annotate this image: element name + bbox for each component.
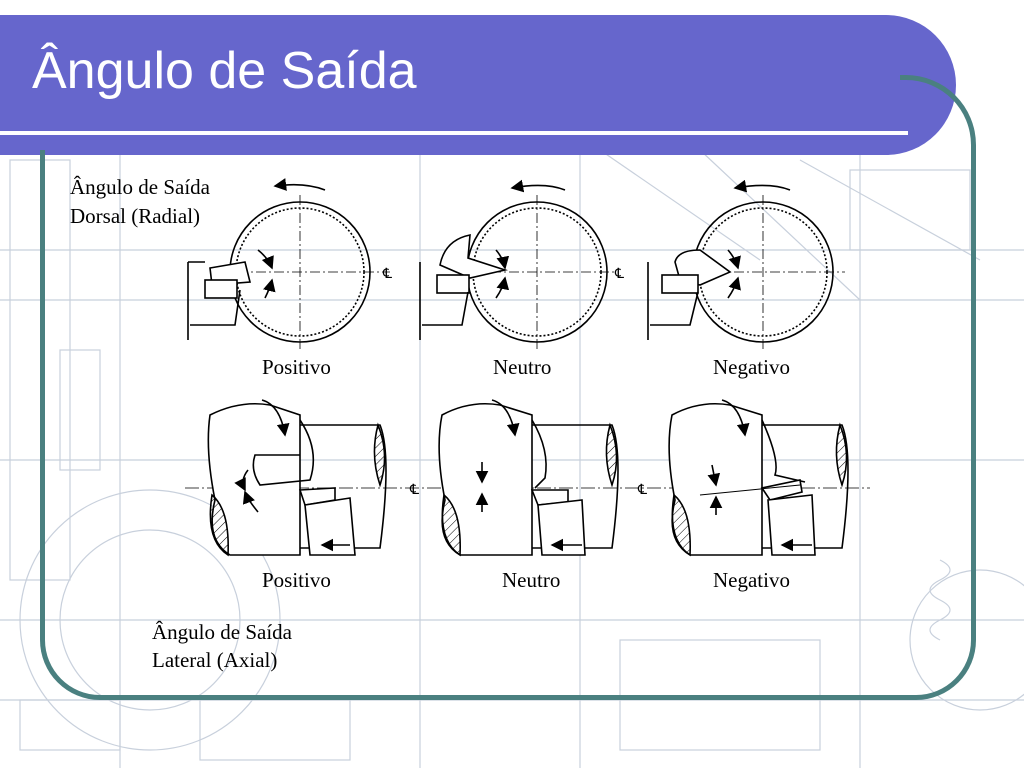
page-title: Ângulo de Saída [32,42,417,100]
axial-neutral-figure [439,400,618,555]
top-label-neutral: Neutro [493,355,552,379]
radial-neutral-figure [420,185,615,350]
axial-caption-line1: Ângulo de Saída [152,620,292,644]
centerline-symbol: ℄ [615,266,624,282]
axial-positive-figure [208,400,386,555]
bottom-label-positive: Positivo [262,568,331,592]
axial-caption-line2: Lateral (Axial) [152,648,278,672]
radial-caption-line2: Dorsal (Radial) [70,204,201,228]
radial-positive-figure [188,185,390,350]
bottom-label-negative: Negativo [713,568,790,592]
radial-caption-line1: Ângulo de Saída [70,175,210,199]
radial-negative-figure [648,185,845,350]
bottom-label-neutral: Neutro [502,568,561,592]
centerline-symbol: ℄ [638,482,647,498]
centerline-symbol: ℄ [383,266,392,282]
centerline-symbol: ℄ [410,482,419,498]
axial-negative-figure [669,400,848,555]
top-label-positive: Positivo [262,355,331,379]
top-label-negative: Negativo [713,355,790,379]
